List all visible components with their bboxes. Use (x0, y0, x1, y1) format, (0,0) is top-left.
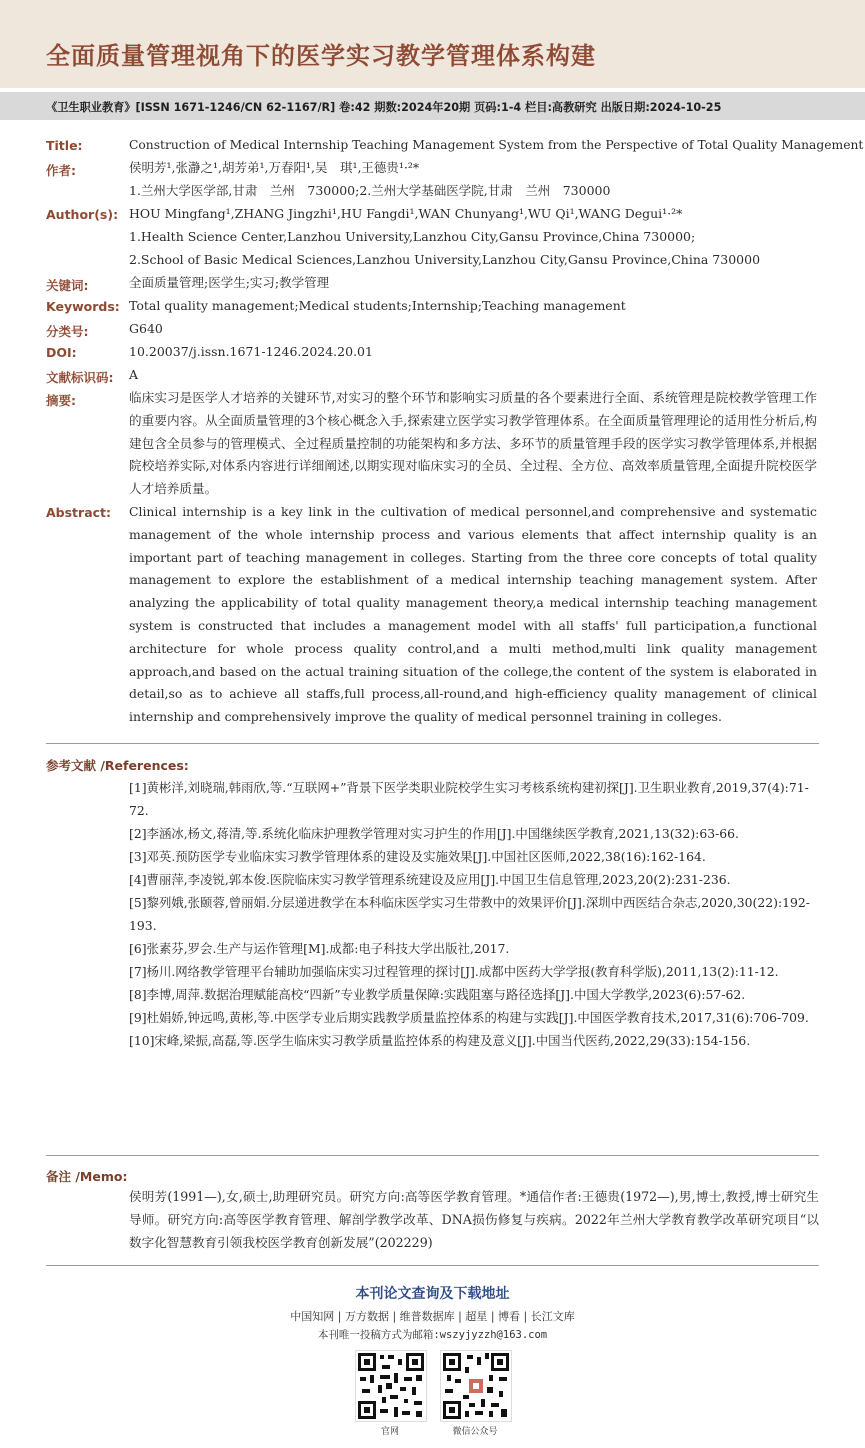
title-en: Construction of Medical Internship Teaching Management System from the Perspective of Total Quality Management (129, 138, 864, 152)
reference-item: [7]杨川.网络教学管理平台辅助加强临床实习过程管理的探讨[J].成都中医药大学学报(教育科学版),2011,13(2):11-12. (129, 964, 779, 979)
reference-item: [2]李涵冰,杨文,蒋清,等.系统化临床护理教学管理对实习护生的作用[J].中国继续医学教育,2021,13(32):63-66. (129, 826, 739, 841)
doc-code-value: A (129, 367, 139, 382)
reference-item: [4]曹丽萍,李凌锐,郭本俊.医院临床实习教学管理系统建设及应用[J].中国卫生信息管理,2023,20(2):231-236. (129, 872, 731, 887)
reference-item: [10]宋峰,梁振,高磊,等.医学生临床实习教学质量监控体系的构建及意义[J].中国当代医药,2022,29(33):154-156. (129, 1033, 751, 1048)
meta-info: 《卫生职业教育》[ISSN 1671-1246/CN 62-1167/R] 卷:42 期数:2024年20期 页码:1-4 栏目:高教研究 出版日期:2024-10-25 (46, 101, 722, 114)
affiliation-en-1: 1.Health Science Center,Lanzhou University,Lanzhou City,Gansu Province,China 730000; (129, 229, 696, 244)
qr-left-caption: 官网 (380, 1427, 399, 1437)
reference-item: [6]张素芬,罗会.生产与运作管理[M].成都:电子科技大学出版社,2017. (129, 941, 510, 956)
divider-memo (46, 1155, 819, 1156)
authors-label: 作者: (46, 163, 76, 178)
class-label: 分类号: (46, 324, 89, 339)
qr-code-wechat-icon[interactable] (440, 1350, 512, 1422)
keywords-cn-label: 关键词: (46, 278, 89, 293)
abstract-en-label: Abstract: (46, 505, 112, 520)
doc-code-label: 文献标识码: (46, 370, 114, 385)
affiliation-en-2: 2.School of Basic Medical Sciences,Lanzhou University,Lanzhou City,Gansu Province,China 730000 (129, 252, 761, 267)
abstract-cn: 临床实习是医学人才培养的关键环节,对实习的整个环节和影响实习质量的各个要素进行全面、系统管理是院校教学管理工作的重要内容。从全面质量管理的3个核心概念入手,探索建立医学实习教学管理体系。在全面质量管理理论的适用性分析后,构建包含全员参与的管理模式、全过程质量控制的功能架构和多方法、多环节的质量管理手段的医学实习教学管理体系,并根据院校培养实际,对体系内容进行详细阐述,以期实现对临床实习的全员、全过程、全方位、高效率质量管理,全面提升院校医学人才培养质量。 (129, 390, 817, 497)
footer-email: 本刊唯一投稿方式为邮箱:wszyjyzzh@163.com (317, 1329, 548, 1341)
article-title: 全面质量管理视角下的医学实习教学管理体系构建 (46, 42, 596, 70)
class-value: G640 (129, 321, 163, 336)
divider-footer (46, 1265, 819, 1266)
keywords-en: Total quality management;Medical students;Internship;Teaching management (129, 298, 626, 313)
affiliation-cn: 1.兰州大学医学部,甘肃 兰州 730000;2.兰州大学基础医学院,甘肃 兰州 730000 (129, 183, 611, 198)
reference-item: [5]黎列娥,张颐蓉,曾丽娟.分层递进教学在本科临床医学实习生带教中的效果评价[J].深圳中西医结合杂志,2020,30(22):192-193. (129, 895, 810, 933)
authors-cn: 侯明芳¹,张瀞之¹,胡芳弟¹,万春阳¹,吴 琪¹,王德贵¹·²* (129, 160, 420, 175)
reference-item: [1]黄彬洋,刘晓瑞,韩雨欣,等.“互联网+”背景下医学类职业院校学生实习考核系统构建初探[J].卫生职业教育,2019,37(4):71-72. (129, 780, 809, 818)
references-label: 参考文献 /References: (46, 758, 189, 773)
footer-title: 本刊论文查询及下载地址 (355, 1286, 510, 1302)
authors-en: HOU Mingfang¹,ZHANG Jingzhi¹,HU Fangdi¹,WAN Chunyang¹,WU Qi¹,WANG Degui¹·²* (129, 206, 683, 221)
reference-item: [8]李博,周萍.数据治理赋能高校“四新”专业教学质量保障:实践阻塞与路径选择[J].中国大学教学,2023(6):57-62. (129, 987, 746, 1002)
footer-databases: 中国知网 | 万方数据 | 维普数据库 | 超星 | 博看 | 长江文库 (290, 1310, 575, 1323)
keywords-cn: 全面质量管理;医学生;实习;教学管理 (129, 275, 330, 290)
meta-bar (0, 92, 865, 120)
memo-label: 备注 /Memo: (46, 1169, 128, 1184)
title-label: Title: (46, 138, 83, 153)
abstract-cn-label: 摘要: (46, 393, 76, 408)
divider-references (46, 743, 819, 744)
references-list (129, 776, 819, 1052)
doi-value[interactable]: 10.20037/j.issn.1671-1246.2024.20.01 (129, 344, 373, 359)
keywords-en-label: Keywords: (46, 299, 120, 314)
doi-label: DOI: (46, 345, 77, 360)
reference-item: [9]杜娟娇,钟远鸣,黄彬,等.中医学专业后期实践教学质量监控体系的构建与实践[J].中国医学教育技术,2017,31(6):706-709. (129, 1010, 809, 1025)
memo-text: 侯明芳(1991—),女,硕士,助理研究员。研究方向:高等医学教育管理。*通信作者:王德贵(1972—),男,博士,教授,博士研究生导师。研究方向:高等医学教育管理、解剖学教学改革、DNA损伤修复与疾病。2022年兰州大学教育教学改革研究项目“以数字化智慧教育引领我校医学教育创新发展”(202229) (129, 1189, 819, 1250)
abstract-en: Clinical internship is a key link in the cultivation of medical personnel,and comprehensive and systematic management of the whole internship process and various elements that affect internship quality is an important part of teaching management in colleges. Starting from the three core concepts of total quality management to explore the establishment of a medical internship teaching management system. After analyzing the applicability of total quality management theory,a medical internship teaching management system is constructed that includes a management model with all staffs' full participation,a functional architecture for whole process quality control,and a multi method,multi link quality management approach,and based on the actual training situation of the college,the content of the system is elaborated in detail,so as to achieve all staffs,full process,all-round,and high-efficiency quality management of clinical internship and comprehensively improve the quality of medical personnel training in colleges. (129, 504, 817, 725)
reference-item: [3]邓英.预防医学专业临床实习教学管理体系的建设及实施效果[J].中国社区医师,2022,38(16):162-164. (129, 849, 706, 864)
qr-right-caption: 微信公众号 (452, 1427, 498, 1437)
qr-code-website-icon[interactable] (355, 1350, 427, 1422)
authors-en-label: Author(s): (46, 207, 119, 222)
